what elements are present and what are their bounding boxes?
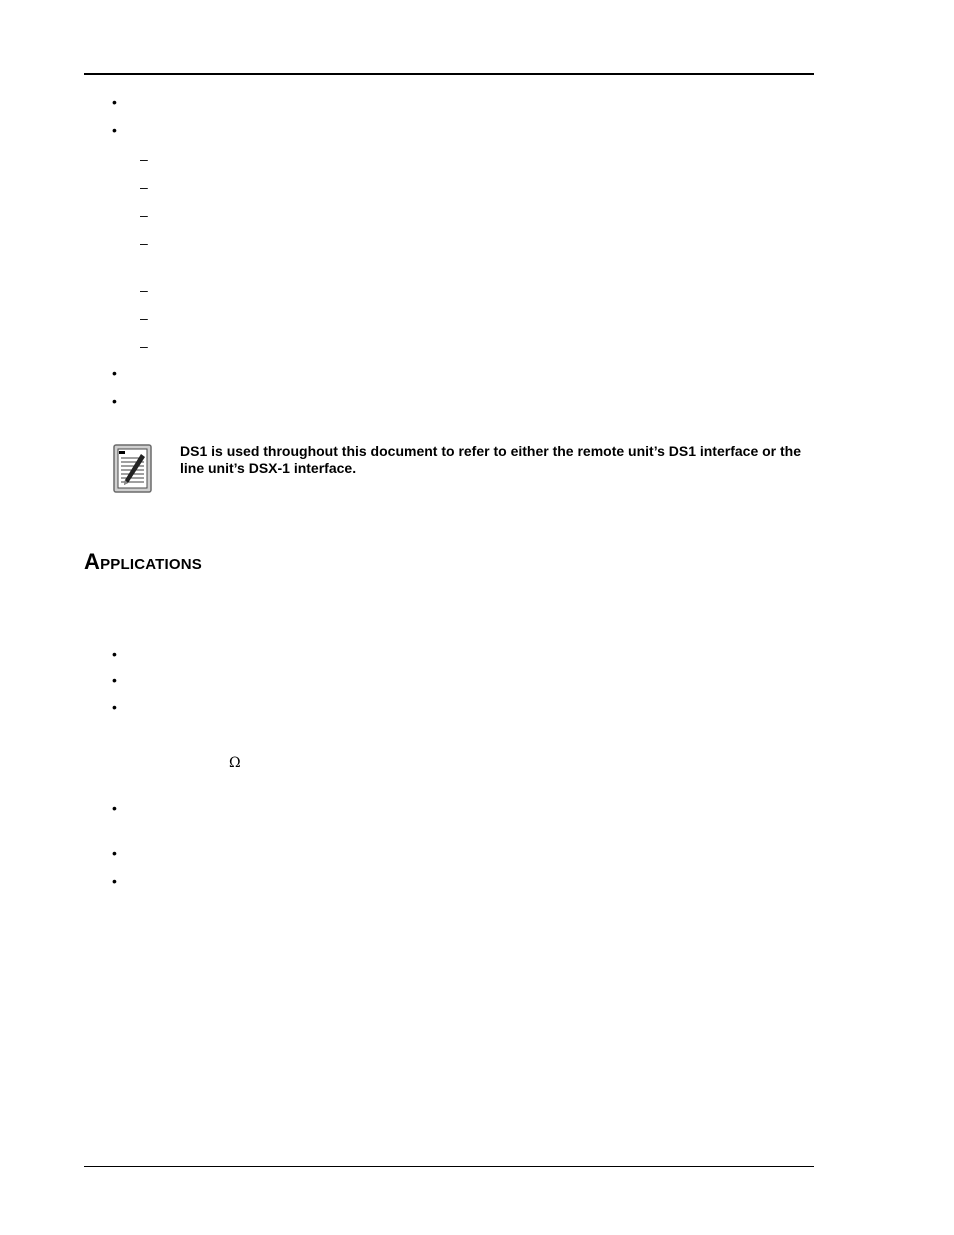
section-title: Applications [84, 549, 203, 574]
list-dash: – [140, 235, 148, 251]
list-dash: – [140, 151, 148, 167]
list-dash: – [140, 282, 148, 298]
note-text: DS1 is used throughout this document to refer to either the remote unit’s DS1 interface or the line unit’s DSX-1 interface. [180, 443, 802, 476]
list-bullet: • [112, 122, 117, 138]
list-dash: – [140, 338, 148, 354]
list-bullet: • [112, 646, 117, 662]
list-dash: – [140, 207, 148, 223]
list-bullet: • [112, 699, 117, 715]
list-dash: – [140, 310, 148, 326]
list-bullet: • [112, 365, 117, 381]
list-bullet: • [112, 845, 117, 861]
list-bullet: • [112, 393, 117, 409]
list-bullet: • [112, 94, 117, 110]
header-rule [84, 73, 814, 75]
omega-symbol: Ω [229, 755, 241, 771]
list-bullet: • [112, 873, 117, 889]
list-bullet: • [112, 672, 117, 688]
list-bullet: • [112, 800, 117, 816]
footer-rule [84, 1166, 814, 1167]
list-dash: – [140, 179, 148, 195]
note-pencil-icon [113, 444, 153, 494]
